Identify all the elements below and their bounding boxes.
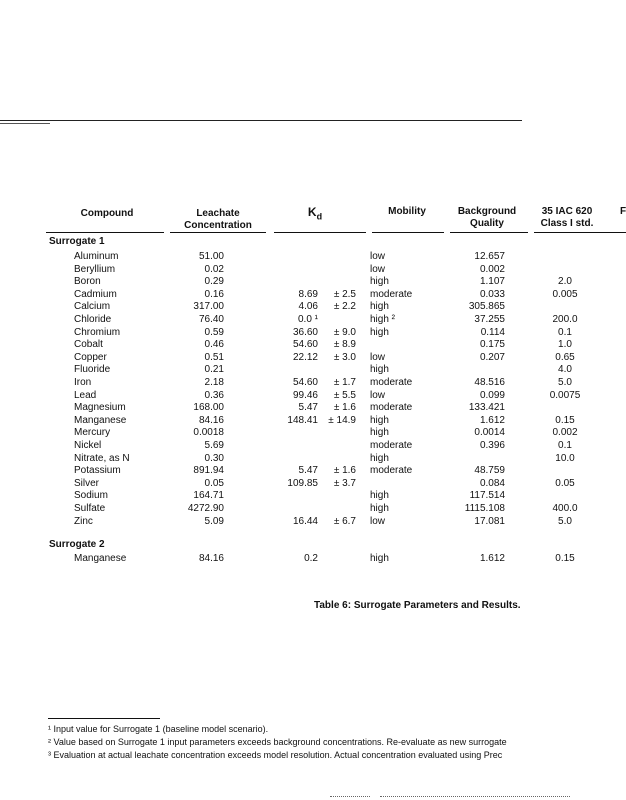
footnote-1: ¹ Input value for Surrogate 1 (baseline model scenario). bbox=[48, 724, 269, 734]
background-cell: 0.0014 bbox=[474, 427, 505, 439]
background-cell: 1.612 bbox=[479, 553, 505, 564]
iac-std-cell: 0.0075 bbox=[549, 389, 581, 401]
table-row bbox=[0, 313, 626, 326]
mobility-cell: high bbox=[370, 414, 389, 426]
background-cell: 133.421 bbox=[468, 402, 505, 414]
header-kd bbox=[295, 206, 335, 222]
iac-std-cell: 0.05 bbox=[555, 477, 575, 489]
kd-error-cell: ± 5.5 bbox=[333, 389, 356, 401]
kd-cell: 36.60 bbox=[292, 326, 318, 338]
compound-cell: Cobalt bbox=[74, 339, 103, 351]
compound-cell: Lead bbox=[74, 389, 97, 401]
kd-cell: 8.69 bbox=[298, 288, 318, 300]
mobility-cell: high bbox=[370, 301, 389, 313]
mobility-cell: moderate bbox=[370, 465, 413, 477]
compound-cell: Fluoride bbox=[74, 364, 111, 376]
iac-std-cell: 4.0 bbox=[558, 364, 572, 376]
iac-std-cell: 5.0 bbox=[558, 515, 572, 527]
background-cell: 12.657 bbox=[474, 251, 505, 262]
table-row bbox=[0, 426, 626, 439]
kd-error-cell: ± 6.7 bbox=[333, 515, 356, 527]
mobility-cell: low bbox=[370, 389, 386, 401]
header-mobility: Mobility bbox=[388, 206, 426, 217]
background-cell: 305.865 bbox=[468, 301, 505, 313]
header-kd-sub: d bbox=[316, 211, 323, 222]
table-row bbox=[0, 464, 626, 477]
header-background-line2: Quality bbox=[470, 218, 504, 229]
background-cell: 1.107 bbox=[479, 276, 505, 288]
header-underline-compound bbox=[46, 232, 164, 233]
background-cell: 37.255 bbox=[474, 314, 505, 325]
table-row bbox=[0, 300, 626, 313]
leachate-cell: 164.71 bbox=[193, 490, 224, 502]
compound-cell: Potassium bbox=[74, 465, 121, 477]
background-cell: 0.002 bbox=[479, 263, 505, 275]
iac-std-cell: 0.002 bbox=[552, 427, 578, 439]
iac-std-cell: 0.15 bbox=[555, 414, 575, 426]
kd-error-cell: ± 2.2 bbox=[333, 301, 356, 313]
kd-cell: 54.60 bbox=[292, 377, 318, 388]
mobility-cell: low bbox=[370, 251, 386, 262]
mobility-cell: low bbox=[370, 351, 386, 363]
kd-cell: 148.41 bbox=[287, 414, 318, 426]
kd-error-cell: ± 8.9 bbox=[333, 339, 356, 351]
table-row bbox=[0, 401, 626, 414]
kd-error-cell: ± 1.7 bbox=[333, 377, 356, 388]
leachate-cell: 0.36 bbox=[204, 389, 224, 401]
kd-error-cell: ± 3.7 bbox=[333, 477, 356, 489]
background-cell: 0.175 bbox=[479, 339, 505, 351]
compound-cell: Zinc bbox=[74, 515, 93, 527]
iac-std-cell: 10.0 bbox=[555, 452, 575, 464]
leachate-cell: 51.00 bbox=[198, 251, 224, 262]
background-cell: 0.207 bbox=[479, 351, 505, 363]
compound-cell: Aluminum bbox=[74, 251, 119, 262]
table-row bbox=[0, 338, 626, 351]
background-cell: 0.033 bbox=[479, 288, 505, 300]
kd-cell: 54.60 bbox=[292, 339, 318, 351]
leachate-cell: 5.09 bbox=[204, 515, 224, 527]
header-background bbox=[450, 206, 524, 230]
leachate-cell: 0.46 bbox=[204, 339, 224, 351]
leachate-cell: 0.21 bbox=[204, 364, 224, 376]
mobility-cell: low bbox=[370, 263, 386, 275]
iac-std-cell: 400.0 bbox=[552, 503, 578, 514]
table-row bbox=[0, 489, 626, 502]
iac-std-cell: 200.0 bbox=[552, 314, 578, 325]
kd-cell: 5.47 bbox=[298, 465, 318, 477]
background-cell: 117.514 bbox=[469, 490, 505, 502]
footnote-3: ³ Evaluation at actual leachate concentration exceeds model resolution. Actual concentration evaluated using Prec bbox=[48, 750, 503, 760]
table-row bbox=[0, 502, 626, 515]
top-rule-mark bbox=[0, 123, 50, 124]
iac-std-cell: 2.0 bbox=[558, 276, 572, 288]
leachate-cell: 0.59 bbox=[204, 326, 224, 338]
compound-cell: Boron bbox=[74, 276, 101, 288]
iac-std-cell: 0.1 bbox=[558, 440, 572, 451]
mobility-cell: high bbox=[370, 326, 389, 338]
kd-cell: 0.0 ¹ bbox=[297, 314, 318, 325]
kd-cell: 0.2 bbox=[304, 553, 318, 564]
compound-cell: Silver bbox=[74, 477, 100, 489]
leachate-cell: 0.05 bbox=[204, 477, 224, 489]
kd-error-cell: ± 1.6 bbox=[333, 402, 356, 414]
iac-std-cell: 1.0 bbox=[558, 339, 572, 351]
compound-cell: Sulfate bbox=[74, 503, 106, 514]
group-surrogate-1: Surrogate 1 bbox=[49, 236, 105, 247]
bottom-scan-mark-1 bbox=[330, 796, 370, 798]
kd-cell: 99.46 bbox=[292, 389, 318, 401]
table-row bbox=[0, 439, 626, 452]
leachate-cell: 76.40 bbox=[198, 314, 224, 325]
kd-error-cell: ± 3.0 bbox=[333, 351, 356, 363]
table-row bbox=[0, 376, 626, 389]
iac-std-cell: 0.1 bbox=[558, 326, 572, 338]
table-row bbox=[0, 263, 626, 276]
table-row bbox=[0, 250, 626, 263]
header-underline-leachate bbox=[170, 232, 266, 233]
leachate-cell: 0.0018 bbox=[193, 427, 224, 439]
table-caption: Table 6: Surrogate Parameters and Results. bbox=[314, 600, 521, 611]
mobility-cell: low bbox=[370, 515, 386, 527]
table-row bbox=[0, 288, 626, 301]
mobility-cell: moderate bbox=[370, 440, 413, 451]
compound-cell: Nitrate, as N bbox=[74, 452, 130, 464]
header-underline-kd bbox=[274, 232, 366, 233]
compound-cell: Magnesium bbox=[74, 402, 126, 414]
compound-cell: Chloride bbox=[74, 314, 112, 325]
mobility-cell: high ² bbox=[370, 314, 396, 325]
compound-cell: Cadmium bbox=[74, 288, 117, 300]
kd-cell: 5.47 bbox=[298, 402, 318, 414]
background-cell: 0.114 bbox=[480, 326, 505, 338]
mobility-cell: moderate bbox=[370, 377, 413, 388]
compound-cell: Sodium bbox=[74, 490, 108, 502]
header-compound: Compound bbox=[80, 208, 134, 219]
background-cell: 0.396 bbox=[479, 440, 505, 451]
footnote-2: ² Value based on Surrogate 1 input parameters exceeds background concentrations. Re-evaluate as new surrogate bbox=[48, 737, 507, 747]
footnote-rule bbox=[48, 718, 160, 719]
table-row bbox=[0, 414, 626, 427]
table-row bbox=[0, 351, 626, 364]
table-row bbox=[0, 515, 626, 528]
iac-std-cell: 0.005 bbox=[552, 288, 578, 300]
kd-error-cell: ± 9.0 bbox=[333, 326, 356, 338]
background-cell: 1.612 bbox=[479, 414, 505, 426]
group-surrogate-2: Surrogate 2 bbox=[49, 539, 105, 550]
leachate-cell: 5.69 bbox=[204, 440, 224, 451]
header-underline-std bbox=[534, 232, 626, 233]
background-cell: 0.099 bbox=[479, 389, 505, 401]
leachate-cell: 891.94 bbox=[193, 465, 224, 477]
mobility-cell: moderate bbox=[370, 402, 413, 414]
kd-error-cell: ± 2.5 bbox=[333, 288, 356, 300]
leachate-cell: 2.18 bbox=[204, 377, 224, 388]
compound-cell: Manganese bbox=[74, 553, 127, 564]
header-cut-column: F bbox=[619, 206, 626, 217]
table-row bbox=[0, 363, 626, 376]
header-leachate-line1: Leachate bbox=[196, 208, 240, 219]
leachate-cell: 0.29 bbox=[204, 276, 224, 288]
mobility-cell: high bbox=[370, 276, 389, 288]
compound-cell: Calcium bbox=[74, 301, 111, 313]
mobility-cell: high bbox=[370, 452, 389, 464]
leachate-cell: 84.16 bbox=[198, 553, 224, 564]
header-underline-mobility bbox=[372, 232, 444, 233]
table-row bbox=[0, 275, 626, 288]
leachate-cell: 317.00 bbox=[193, 301, 224, 313]
leachate-cell: 0.16 bbox=[204, 288, 224, 300]
background-cell: 48.516 bbox=[474, 377, 505, 388]
compound-cell: Manganese bbox=[74, 414, 127, 426]
header-kd-main: K bbox=[307, 205, 317, 219]
iac-std-cell: 0.15 bbox=[555, 553, 575, 564]
kd-cell: 4.06 bbox=[298, 301, 318, 313]
leachate-cell: 0.51 bbox=[204, 351, 224, 363]
top-rule bbox=[0, 120, 522, 121]
kd-cell: 22.12 bbox=[292, 351, 318, 363]
compound-cell: Mercury bbox=[74, 427, 111, 439]
background-cell: 17.081 bbox=[474, 515, 505, 527]
mobility-cell: high bbox=[370, 553, 389, 564]
compound-cell: Chromium bbox=[74, 326, 121, 338]
table-row bbox=[0, 452, 626, 465]
kd-cell: 16.44 bbox=[292, 515, 318, 527]
compound-cell: Iron bbox=[74, 377, 92, 388]
leachate-cell: 168.00 bbox=[193, 402, 224, 414]
kd-cell: 109.85 bbox=[287, 477, 318, 489]
background-cell: 0.084 bbox=[479, 477, 505, 489]
table-row bbox=[0, 389, 626, 402]
bottom-scan-mark-2 bbox=[380, 796, 570, 798]
header-iac-std bbox=[534, 206, 600, 230]
leachate-cell: 84.16 bbox=[198, 414, 224, 426]
compound-cell: Beryllium bbox=[74, 263, 116, 275]
iac-std-cell: 5.0 bbox=[558, 377, 572, 388]
kd-error-cell: ± 1.6 bbox=[333, 465, 356, 477]
leachate-cell: 4272.90 bbox=[187, 503, 224, 514]
header-iac-line2: Class I std. bbox=[540, 218, 594, 229]
table-row bbox=[0, 477, 626, 490]
mobility-cell: high bbox=[370, 503, 389, 514]
mobility-cell: high bbox=[370, 490, 389, 502]
iac-std-cell: 0.65 bbox=[555, 351, 575, 363]
compound-cell: Nickel bbox=[74, 440, 102, 451]
background-cell: 48.759 bbox=[474, 465, 505, 477]
table-row bbox=[0, 552, 626, 565]
header-background-line1: Background bbox=[457, 206, 517, 217]
leachate-cell: 0.02 bbox=[204, 263, 224, 275]
leachate-cell: 0.30 bbox=[204, 452, 224, 464]
mobility-cell: moderate bbox=[370, 288, 413, 300]
header-underline-background bbox=[450, 232, 528, 233]
header-leachate bbox=[178, 208, 258, 232]
header-iac-line1: 35 IAC 620 bbox=[541, 206, 593, 217]
background-cell: 1115.108 bbox=[464, 503, 505, 514]
mobility-cell: high bbox=[370, 427, 389, 439]
mobility-cell: high bbox=[370, 364, 389, 376]
table-row bbox=[0, 326, 626, 339]
header-leachate-line2: Concentration bbox=[184, 220, 252, 231]
kd-error-cell: ± 14.9 bbox=[328, 414, 356, 426]
compound-cell: Copper bbox=[74, 351, 107, 363]
